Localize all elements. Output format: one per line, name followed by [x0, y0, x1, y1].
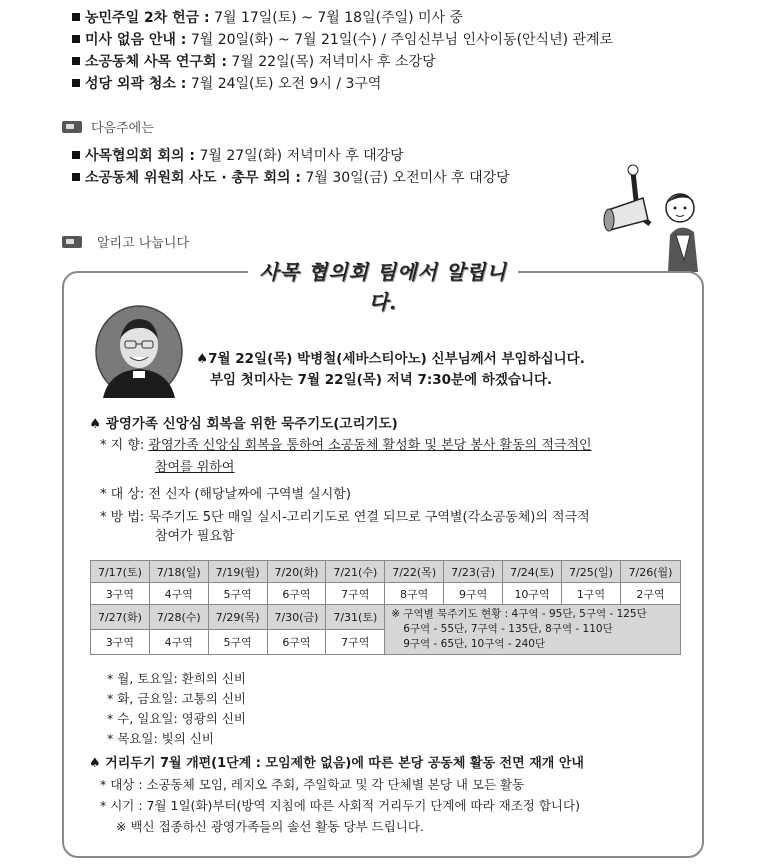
list-item: * 목요일: 빛의 신비: [107, 731, 214, 746]
note-line: ※ 구역별 묵주기도 현황 : 4구역 - 95단, 5구역 - 125단: [391, 608, 647, 620]
square-bullet-icon: [72, 13, 80, 21]
table-cell: 7/24(토): [503, 561, 562, 583]
method-text-continued: 참여가 필요함: [155, 529, 235, 544]
next-week-list: [72, 145, 510, 189]
target-label: * 대 상:: [100, 487, 145, 502]
list-item: * 월, 토요일: 환희의 신비: [107, 671, 247, 686]
megaphone-man-illustration: [598, 160, 708, 275]
square-bullet-icon: [72, 35, 80, 43]
table-cell: 7/29(목): [208, 605, 267, 630]
section-marker-icon: [62, 236, 82, 248]
note-line: 9구역 - 65단, 10구역 - 240단: [403, 638, 546, 650]
table-cell: 4구역: [149, 583, 208, 605]
priest-line-1: ♠7월 22일(목) 박병철(세바스티아노) 신부님께서 부임하십니다.: [196, 351, 585, 367]
section-marker-icon: [62, 121, 82, 133]
square-bullet-icon: [72, 57, 80, 65]
table-cell: 6구역: [267, 583, 326, 605]
table-cell: 7구역: [326, 583, 385, 605]
table-cell: 3구역: [91, 630, 150, 655]
table-cell: 7/30(금): [267, 605, 326, 630]
list-item: 농민주일 2차 헌금 : 7월 17일(토) ~ 7월 18일(주일) 미사 중: [72, 7, 613, 29]
method-label: * 방 법:: [100, 510, 145, 525]
distancing-title: ♠ 거리두기 7월 개편(1단계 : 모임제한 없음)에 따른 본당 공동체 활동 전면 재개 안내: [89, 756, 584, 771]
distancing-target: * 대상 : 소공동체 모임, 레지오 주회, 주일학교 및 각 단체별 본당 내 모든 활동: [100, 777, 525, 792]
table-cell: 7/22(목): [385, 561, 444, 583]
method-text: 묵주기도 5단 매일 실시-고리기도로 연결 되므로 구역별(각소공동체)의 적극적: [148, 510, 590, 525]
aim-text-continued: 참여를 위하여: [155, 460, 235, 475]
table-cell: 4구역: [149, 630, 208, 655]
banner-title: 사목 협의회 팀에서 알립니다.: [248, 257, 518, 287]
distancing-details: [100, 774, 580, 837]
table-row: [91, 583, 681, 605]
table-cell: 7/20(화): [267, 561, 326, 583]
list-item: 소공동체 사목 연구회 : 7월 22일(목) 저녁미사 후 소강당: [72, 51, 613, 73]
table-cell: 7/31(토): [326, 605, 385, 630]
aim-text: 광영가족 신앙심 회복을 통하여 소공동체 활성화 및 본당 봉사 활동의 적극적인: [148, 438, 592, 453]
mysteries-list: [107, 669, 246, 749]
rosary-target: [100, 485, 351, 505]
notice-heading: 알리고 나눕니다: [62, 232, 189, 251]
table-cell: 7/23(금): [444, 561, 503, 583]
square-bullet-icon: [72, 79, 80, 87]
table-cell: 10구역: [503, 583, 562, 605]
table-cell: 9구역: [444, 583, 503, 605]
table-cell: 7구역: [326, 630, 385, 655]
table-cell: 3구역: [91, 583, 150, 605]
target-text: 전 신자 (해당날짜에 구역별 실시함): [148, 487, 351, 502]
note-line: 6구역 - 55단, 7구역 - 135단, 8구역 - 110단: [403, 623, 613, 635]
table-cell: 5구역: [208, 630, 267, 655]
priest-announcement: [196, 349, 585, 391]
priest-line-2: 부임 첫미사는 7월 22일(목) 저녁 7:30분에 하겠습니다.: [210, 372, 553, 388]
square-bullet-icon: [72, 151, 80, 159]
next-week-heading: 다음주에는: [62, 117, 154, 136]
distancing-period: * 시기 : 7월 1일(화)부터(방역 지침에 따른 사회적 거리두기 단계에 따라 재조정 합니다): [100, 798, 580, 813]
weekly-schedule-list: [72, 7, 613, 95]
list-item: 성당 외곽 청소 : 7월 24일(토) 오전 9시 / 3구역: [72, 73, 613, 95]
table-cell: 7/18(일): [149, 561, 208, 583]
table-cell: 8구역: [385, 583, 444, 605]
list-item: 미사 없음 안내 : 7월 20일(화) ~ 7월 21일(수) / 주임신부님 인사이동(안식년) 관계로: [72, 29, 613, 51]
list-item: 소공동체 위원회 사도 · 총무 회의 : 7월 30일(금) 오전미사 후 대강당: [72, 167, 510, 189]
table-cell: 7/28(수): [149, 605, 208, 630]
list-item: 사목협의회 회의 : 7월 27일(화) 저녁미사 후 대강당: [72, 145, 510, 167]
table-cell: 2구역: [620, 583, 680, 605]
table-cell: 6구역: [267, 630, 326, 655]
priest-photo: [95, 305, 183, 398]
table-cell: 7/17(토): [91, 561, 150, 583]
table-cell: 7/26(월): [620, 561, 680, 583]
table-cell: 7/19(월): [208, 561, 267, 583]
table-cell: 1구역: [562, 583, 621, 605]
table-cell: 7/21(수): [326, 561, 385, 583]
table-cell: 5구역: [208, 583, 267, 605]
square-bullet-icon: [72, 173, 80, 181]
rosary-title: ♠ 광영가족 신앙심 회복을 위한 묵주기도(고리기도): [89, 416, 398, 432]
table-row: [91, 605, 681, 630]
rosary-method: [100, 508, 590, 528]
list-item: * 수, 일요일: 영광의 신비: [107, 711, 247, 726]
table-cell: 7/27(화): [91, 605, 150, 630]
table-row: [91, 561, 681, 583]
rosary-status-note: [385, 605, 681, 655]
table-cell: 7/25(일): [562, 561, 621, 583]
aim-label: * 지 향:: [100, 438, 145, 453]
rosary-aim: [100, 436, 592, 456]
distancing-note: ※ 백신 접종하신 광영가족들의 솔선 활동 당부 드립니다.: [116, 819, 424, 834]
rosary-rotation-table: [90, 560, 681, 655]
list-item: * 화, 금요일: 고통의 신비: [107, 691, 247, 706]
